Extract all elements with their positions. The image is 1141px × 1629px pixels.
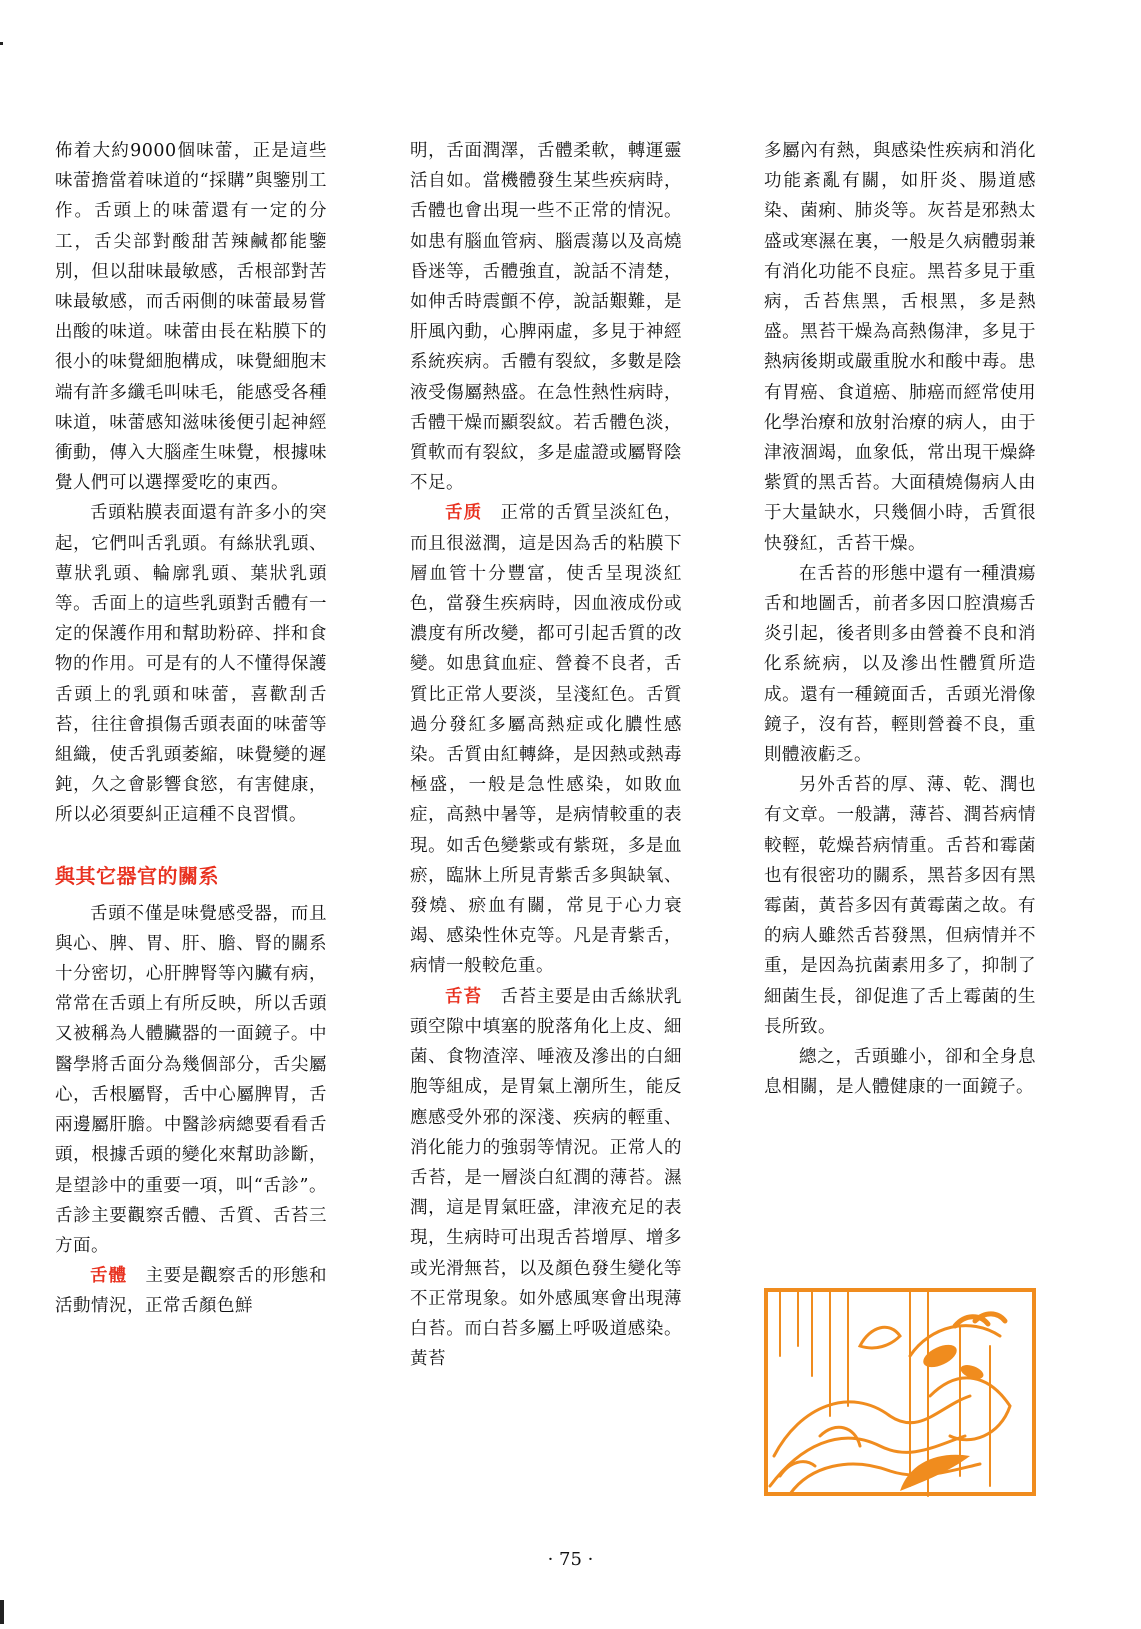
paragraph: 另外舌苔的厚、薄、乾、潤也有文章。一般講，薄苔、潤苔病情較輕，乾燥苔病情重。舌苔和霉菌也有很密功的關系，黑苔多因有黑霉菌，黃苔多因有黃霉菌之故。有的病人雖然舌苔發黑，但病情并不重，是因為抗菌素用多了，抑制了細菌生長，卻促進了舌上霉菌的生長所致。	[764, 775, 1036, 1037]
paragraph-text: 舌苔主要是由舌絲狀乳頭空隙中填塞的脫落角化上皮、細菌、食物渣滓、唾液及滲出的白細胞等組成，是胃氣上潮所生，能反應感受外邪的深淺、疾病的輕重、消化能力的強弱等情況。正常人的舌苔，是一層淡白紅潤的薄苔。濕潤，這是胃氣旺盛，津液充足的表現，生病時可出現舌苔增厚、增多或光滑無苔，以及顏色發生變化等不正常現象。如外感風寒會出現薄白苔。而白苔多屬上呼吸道感染。黃苔	[410, 986, 683, 1370]
paragraph: 舌頭不僅是味覺感受器，而且與心、脾、胃、肝、膽、腎的關系十分密切，心肝脾腎等內臟有病，常常在舌頭上有所反映，所以舌頭又被稱為人體臟器的一面鏡子。中醫學將舌面分為幾個部分，舌尖屬心，舌根屬腎，舌中心屬脾胃，舌兩邊屬肝膽。中醫診病總要看看舌頭，根據舌頭的變化來幫助診斷，是望診中的重要一項，叫“舌診”。舌診主要觀察舌體、舌質、舌苔三方面。	[55, 903, 327, 1256]
term-label: 舌苔	[445, 986, 483, 1007]
paragraph	[55, 1261, 327, 1321]
paragraph: 明，舌面潤澤，舌體柔軟，轉運靈活自如。當機體發生某些疾病時，舌體也會出現一些不正常的情況。如患有腦血管病、腦震蕩以及高燒昏迷等，舌體強直，說話不清楚，如伸舌時震顫不停，說話艱難，是肝風內動，心脾兩虛，多見于神經系統疾病。舌體有裂紋，多數是陰液受傷屬熱盛。在急性熱性病時，舌體干燥而顯裂紋。若舌體色淡，質軟而有裂紋，多是虛證或屬腎陰不足。	[410, 141, 682, 494]
scan-edge-mark	[0, 1600, 4, 1624]
term-label: 舌质	[445, 503, 483, 524]
column-1	[55, 136, 327, 1322]
paragraph: 在舌苔的形態中還有一種潰瘍舌和地圖舌，前者多因口腔潰瘍舌炎引起，後者則多由營養不良和消化系統病，以及滲出性體質所造成。還有一種鏡面舌，舌頭光滑像鏡子，沒有苔，輕則營養不良，重則體液虧乏。	[764, 563, 1036, 766]
paragraph-text: 主要是觀察舌的形態和活動情況，正常舌顏色鮮	[55, 1266, 328, 1317]
decorative-illustration	[760, 1286, 1040, 1498]
section-heading: 與其它器官的關系	[55, 863, 219, 888]
paragraph	[410, 982, 682, 1375]
paragraph-text: 正常的舌質呈淡紅色，而且很滋潤，這是因為舌的粘膜下層血管十分豐富，使舌呈現淡紅色，當發生疾病時，因血液成份或濃度有所改變，都可引起舌質的改變。如患貧血症、營養不良者，舌質比正常人要淡，呈淺紅色。舌質過分發紅多屬高熱症或化膿性感染。舌質由紅轉絳，是因熱或熱毒極盛，一般是急性感染，如敗血症，高熱中暑等，是病情較重的表現。如舌色變紫或有紫斑，多是血瘀，臨牀上所見青紫舌多與缺氧、發燒、瘀血有關，常見于心力衰竭、感染性休克等。凡是青紫舌，病情一般較危重。	[410, 503, 683, 977]
paragraph: 佈着大約9000個味蕾，正是這些味蕾擔當着味道的“採購”與鑒別工作。舌頭上的味蕾還有一定的分工，舌尖部對酸甜苦辣鹹都能鑒別，但以甜味最敏感，舌根部對苦味最敏感，而舌兩側的味蕾最易嘗出酸的味道。味蕾由長在粘膜下的很小的味覺細胞構成，味覺細胞末端有許多纖毛叫味毛，能感受各種味道，味蕾感知滋味後便引起神經衝動，傳入大腦產生味覺，根據味覺人們可以選擇愛吃的東西。	[55, 141, 327, 494]
paragraph	[410, 498, 682, 981]
scan-edge-mark	[0, 42, 3, 45]
term-label: 舌體	[90, 1266, 128, 1287]
column-2	[410, 136, 682, 1374]
page-number: · 75 ·	[547, 1549, 594, 1570]
column-3	[764, 136, 1036, 1103]
paragraph: 舌頭粘膜表面還有許多小的突起，它們叫舌乳頭。有絲狀乳頭、蕈狀乳頭、輪廓乳頭、葉狀乳頭等。舌面上的這些乳頭對舌體有一定的保護作用和幫助粉碎、拌和食物的作用。可是有的人不懂得保護舌頭上的乳頭和味蕾，喜歡刮舌苔，往往會損傷舌頭表面的味蕾等組織，使舌乳頭萎縮，味覺變的遲鈍，久之會影響食慾，有害健康，所以必須要糾正這種不良習慣。	[55, 503, 327, 826]
paragraph: 多屬內有熱，與感染性疾病和消化功能紊亂有關，如肝炎、腸道感染、菌痢、肺炎等。灰苔是邪熱太盛或寒濕在裏，一般是久病體弱兼有消化功能不良症。黑苔多見于重病，舌苔焦黑，舌根黑，多是熱盛。黑苔干燥為高熱傷津，多見于熱病後期或嚴重脫水和酸中毒。患有胃癌、食道癌、肺癌而經常使用化學治療和放射治療的病人，由于津液涸竭，血象低，常出現干燥絳紫質的黑舌苔。大面積燒傷病人由于大量缺水，只幾個小時，舌質很快發紅，舌苔干燥。	[764, 141, 1036, 554]
paragraph: 總之，舌頭雖小，卻和全身息息相關，是人體健康的一面鏡子。	[764, 1047, 1036, 1098]
